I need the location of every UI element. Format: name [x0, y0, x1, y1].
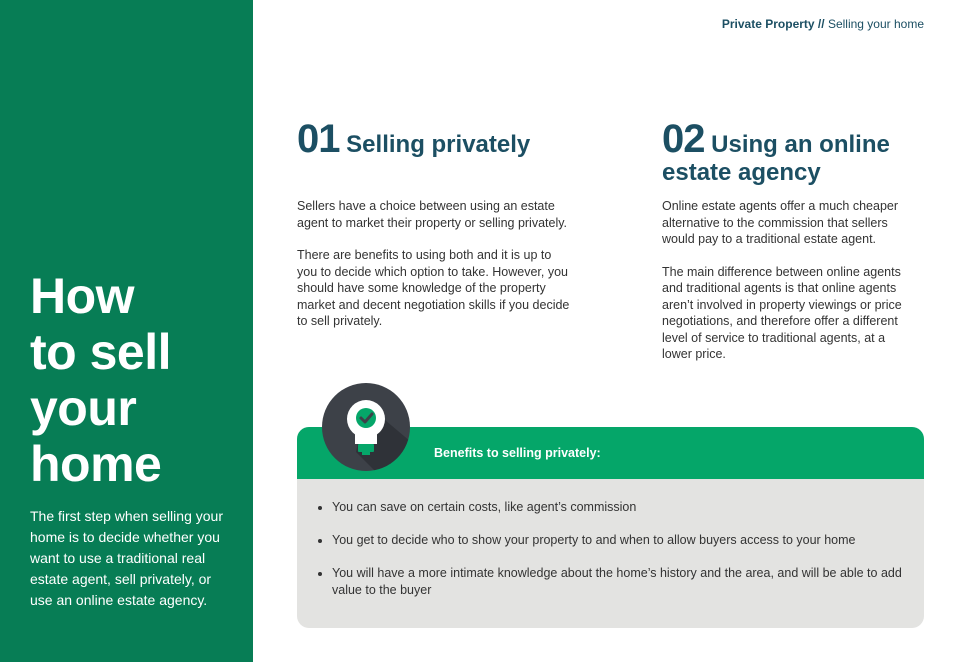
section-paragraph: Sellers have a choice between using an estate agent to market their property or selling privately. — [297, 199, 568, 230]
page-title-line: home — [30, 436, 162, 492]
section-paragraph: Online estate agents offer a much cheaper alternative to the commission that sellers would pay to a traditional estate agent. — [662, 199, 899, 246]
sidebar-intro-text: The first step when selling your home is to decide whether you want to use a traditional real estate agent, sell privately, or use an online estate agency. — [30, 508, 223, 608]
lightbulb-check-icon — [321, 382, 411, 472]
list-item: • You can save on certain costs, like agent’s commission — [332, 499, 924, 516]
section-label: Selling your home — [827, 17, 924, 31]
section-paragraph: The main difference between online agents and traditional agents is that online agents aren’t involved in property viewings or price negotiations, and therefore offer a different level of service to traditional agents, at a lower price. — [662, 264, 902, 361]
brand-label: Private Property // — [721, 17, 825, 31]
section-title: Selling privately — [346, 131, 531, 158]
section-number: 01 — [297, 117, 340, 161]
page-title-line: to sell — [30, 324, 171, 380]
list-item: • You will have a more intimate knowledge about the home’s history and the area, and will be able to add value to the buyer — [332, 565, 924, 599]
section-paragraph: There are benefits to using both and it is up to you to decide which option to take. However, you should have some knowledge of the property market and decent negotiation skills if you decide to sell privately. — [297, 248, 570, 328]
section-title: Using an online estate agency — [662, 131, 890, 186]
section-heading — [662, 118, 907, 186]
sidebar-panel — [0, 0, 253, 662]
page-title — [30, 268, 171, 492]
section-online-estate-agency — [662, 118, 907, 363]
running-header — [722, 17, 924, 31]
list-item: • You get to decide who to show your property to and when to allow buyers access to your home — [332, 532, 924, 549]
section-heading — [297, 118, 572, 160]
page-title-line: How — [30, 268, 135, 324]
page-title-line: your — [30, 380, 137, 436]
section-selling-privately — [297, 118, 572, 330]
benefits-list — [297, 499, 924, 599]
section-number: 02 — [662, 117, 705, 161]
benefits-title: Benefits to selling privately: — [434, 446, 601, 460]
